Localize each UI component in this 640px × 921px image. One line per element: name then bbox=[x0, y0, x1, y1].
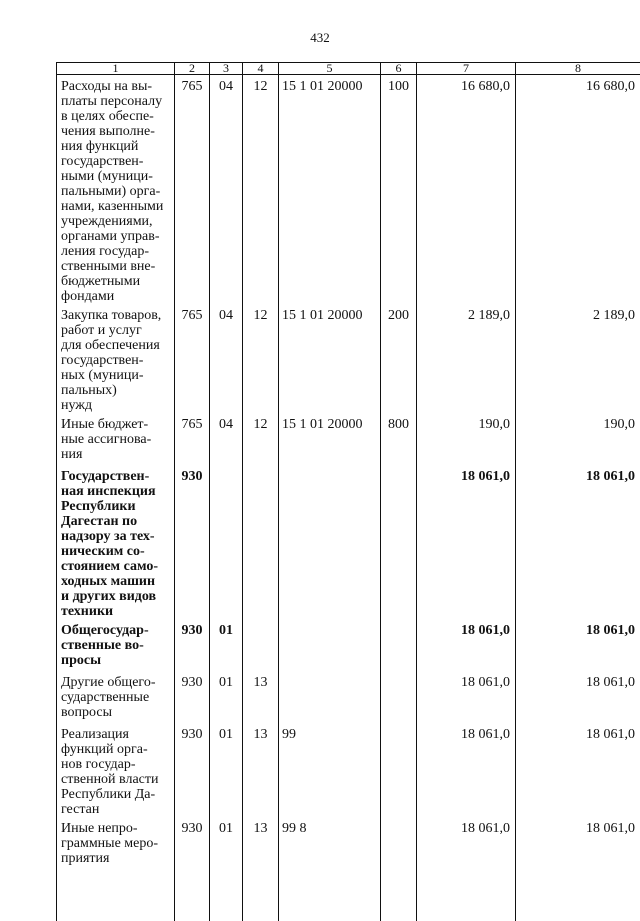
target-article-cell: 15 1 01 20000 bbox=[279, 75, 381, 305]
expense-type-cell bbox=[381, 619, 417, 671]
amount-cell: 190,0 bbox=[516, 413, 640, 465]
section-code-cell: 04 bbox=[210, 75, 243, 305]
amount-cell: 16 680,0 bbox=[516, 75, 640, 305]
amount-cell: 18 061,0 bbox=[417, 723, 516, 817]
row-name-cell: Другие общего- сударственные вопросы bbox=[57, 671, 175, 723]
table-row bbox=[57, 671, 640, 723]
table-row bbox=[57, 723, 640, 817]
column-header: 7 bbox=[417, 63, 516, 75]
table-row bbox=[57, 465, 640, 619]
subsection-code-cell: 12 bbox=[243, 75, 279, 305]
table-row bbox=[57, 75, 640, 305]
row-name-cell: Общегосудар- ственные во- просы bbox=[57, 619, 175, 671]
target-article-cell: 99 8 bbox=[279, 817, 381, 921]
column-header: 5 bbox=[279, 63, 381, 75]
ministry-code-cell: 930 bbox=[175, 619, 210, 671]
section-code-cell: 01 bbox=[210, 671, 243, 723]
amount-cell: 18 061,0 bbox=[516, 671, 640, 723]
amount-cell: 18 061,0 bbox=[516, 817, 640, 921]
row-name-cell: Иные непро- граммные меро- приятия bbox=[57, 817, 175, 921]
expense-type-cell: 200 bbox=[381, 304, 417, 413]
target-article-cell bbox=[279, 671, 381, 723]
target-article-cell: 15 1 01 20000 bbox=[279, 304, 381, 413]
section-code-cell: 01 bbox=[210, 723, 243, 817]
row-name-cell: Государствен- ная инспекция Республики Дагестан по надзору за тех- ническим со- стоянием само- ходных машин и других видов техники bbox=[57, 465, 175, 619]
expense-type-cell: 800 bbox=[381, 413, 417, 465]
amount-cell: 16 680,0 bbox=[417, 75, 516, 305]
column-header: 6 bbox=[381, 63, 417, 75]
expense-type-cell: 100 bbox=[381, 75, 417, 305]
section-code-cell: 04 bbox=[210, 304, 243, 413]
row-name-cell: Реализация функций орга- нов государ- ственной власти Республики Да- гестан bbox=[57, 723, 175, 817]
section-code-cell: 01 bbox=[210, 619, 243, 671]
row-name-cell: Расходы на вы- платы персоналу в целях обеспе- чения выполне- ния функций государствен- ными (муници- пальными) орга- нами, казенными учреждениями, органами управ- ления государ- ственными вне- бюджетными фондами bbox=[57, 75, 175, 305]
subsection-code-cell: 13 bbox=[243, 817, 279, 921]
amount-cell: 18 061,0 bbox=[417, 465, 516, 619]
amount-cell: 18 061,0 bbox=[417, 619, 516, 671]
header-row bbox=[57, 63, 640, 75]
column-header: 8 bbox=[516, 63, 640, 75]
target-article-cell: 99 bbox=[279, 723, 381, 817]
amount-cell: 18 061,0 bbox=[516, 723, 640, 817]
table-row bbox=[57, 304, 640, 413]
budget-table bbox=[56, 62, 640, 921]
table-row bbox=[57, 817, 640, 921]
page-number: 432 bbox=[0, 30, 640, 46]
ministry-code-cell: 765 bbox=[175, 304, 210, 413]
ministry-code-cell: 930 bbox=[175, 465, 210, 619]
table-row bbox=[57, 619, 640, 671]
column-header: 3 bbox=[210, 63, 243, 75]
target-article-cell bbox=[279, 465, 381, 619]
ministry-code-cell: 930 bbox=[175, 671, 210, 723]
section-code-cell bbox=[210, 465, 243, 619]
subsection-code-cell: 12 bbox=[243, 304, 279, 413]
ministry-code-cell: 765 bbox=[175, 413, 210, 465]
amount-cell: 18 061,0 bbox=[417, 817, 516, 921]
section-code-cell: 04 bbox=[210, 413, 243, 465]
ministry-code-cell: 930 bbox=[175, 817, 210, 921]
subsection-code-cell bbox=[243, 619, 279, 671]
subsection-code-cell: 13 bbox=[243, 723, 279, 817]
subsection-code-cell: 13 bbox=[243, 671, 279, 723]
ministry-code-cell: 765 bbox=[175, 75, 210, 305]
column-header: 1 bbox=[57, 63, 175, 75]
column-header: 2 bbox=[175, 63, 210, 75]
section-code-cell: 01 bbox=[210, 817, 243, 921]
expense-type-cell bbox=[381, 465, 417, 619]
expense-type-cell bbox=[381, 671, 417, 723]
target-article-cell: 15 1 01 20000 bbox=[279, 413, 381, 465]
amount-cell: 2 189,0 bbox=[417, 304, 516, 413]
target-article-cell bbox=[279, 619, 381, 671]
amount-cell: 18 061,0 bbox=[417, 671, 516, 723]
subsection-code-cell: 12 bbox=[243, 413, 279, 465]
amount-cell: 18 061,0 bbox=[516, 619, 640, 671]
row-name-cell: Закупка товаров, работ и услуг для обеспечения государствен- ных (муници- пальных) нужд bbox=[57, 304, 175, 413]
amount-cell: 18 061,0 bbox=[516, 465, 640, 619]
expense-type-cell bbox=[381, 723, 417, 817]
row-name-cell: Иные бюджет- ные ассигнова- ния bbox=[57, 413, 175, 465]
table-row bbox=[57, 413, 640, 465]
ministry-code-cell: 930 bbox=[175, 723, 210, 817]
amount-cell: 2 189,0 bbox=[516, 304, 640, 413]
column-header: 4 bbox=[243, 63, 279, 75]
amount-cell: 190,0 bbox=[417, 413, 516, 465]
expense-type-cell bbox=[381, 817, 417, 921]
subsection-code-cell bbox=[243, 465, 279, 619]
